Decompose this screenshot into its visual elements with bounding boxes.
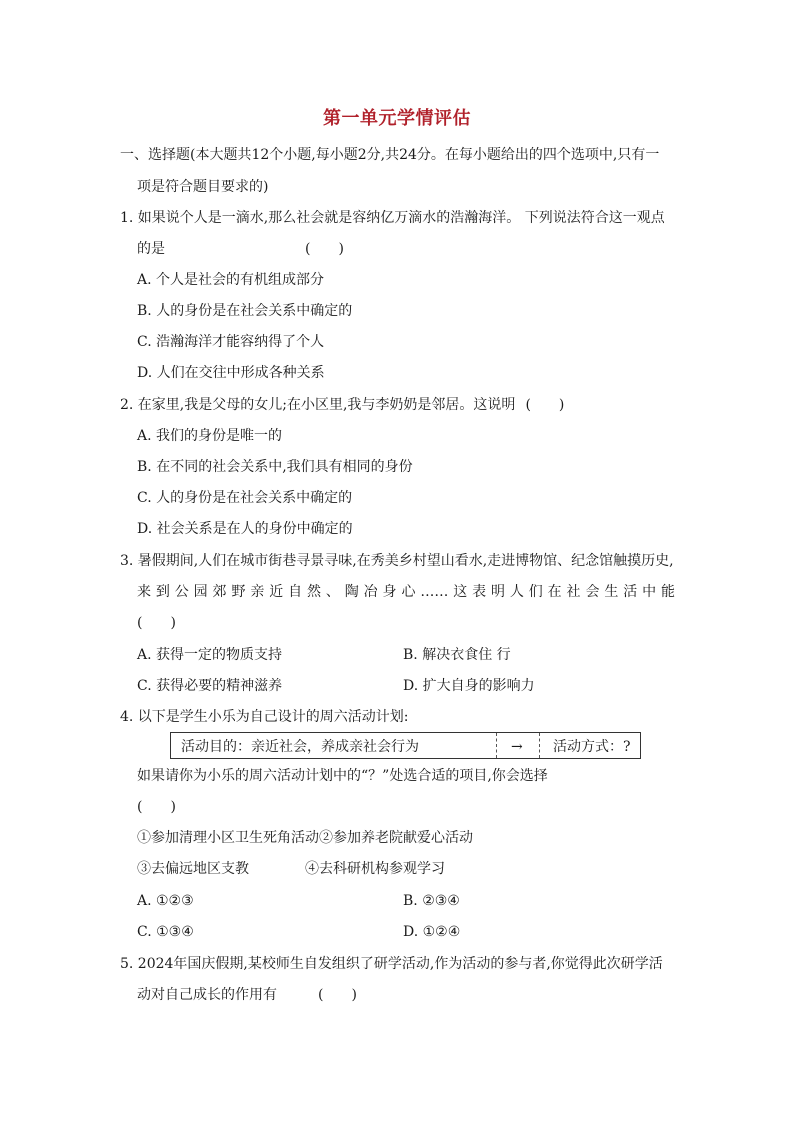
q4-item-3: ③去偏远地区支教	[137, 861, 249, 877]
q1-stem-line2	[137, 239, 165, 259]
q3-option-a: A. 获得一定的物质支持	[137, 647, 283, 663]
q1-option-b: B. 人的身份是在社会关系中确定的	[137, 303, 353, 319]
plan-divider-left	[496, 733, 497, 758]
q1-option-a: A. 个人是社会的有机组成部分	[137, 272, 325, 288]
q2-option-b: B. 在不同的社会关系中,我们具有相同的身份	[137, 459, 413, 475]
plan-arrow-icon: →	[511, 739, 523, 755]
q3-stem-line2: 来到公园郊野亲近自然、陶冶身心……这表明人们在社会生活中能	[137, 584, 675, 600]
plan-goal: 活动目的：亲近社会，养成亲社会行为	[181, 739, 419, 755]
q4-items-line1: ①参加清理小区卫生死角活动②参加养老院献爱心活动	[137, 830, 473, 846]
section-heading-line2: 项是符合题目要求的)	[137, 179, 269, 195]
q3-option-b: B. 解决衣食住 行	[403, 647, 511, 663]
q3-option-c: C. 获得必要的精神滋养	[137, 678, 283, 694]
q1-option-c: C. 浩瀚海洋才能容纳得了个人	[137, 334, 325, 350]
plan-divider-right	[539, 733, 540, 758]
q3-answer-paren: ( )	[137, 615, 176, 631]
q2-answer-paren: ( )	[525, 397, 565, 413]
q3-option-d: D. 扩大自身的影响力	[403, 678, 535, 694]
q4-option-d: D. ①②④	[403, 924, 461, 940]
q1-stem-line1: 1. 如果说个人是一滴水,那么社会就是容纳亿万滴水的浩瀚海洋。 下列说法符合这一观点	[120, 210, 665, 226]
q5-answer-paren: ( )	[318, 987, 357, 1003]
q4-answer-paren: ( )	[137, 799, 176, 815]
q4-option-b: B. ②③④	[403, 893, 460, 909]
q5-stem-text: 动对自己成长的作用有	[137, 987, 277, 1003]
q1-stem-text: 的是	[137, 241, 165, 257]
q5-stem-line1: 5. 2024年国庆假期,某校师生自发组织了研学活动,作为活动的参与者,你觉得此次研学活	[120, 956, 663, 972]
q2-option-c: C. 人的身份是在社会关系中确定的	[137, 490, 353, 506]
q4-item-4: ④去科研机构参观学习	[305, 861, 445, 877]
q1-option-d: D. 人们在交往中形成各种关系	[137, 365, 325, 381]
q2-stem-text: 2. 在家里,我是父母的女儿;在小区里,我与李奶奶是邻居。这说明	[120, 397, 516, 413]
q4-stem-line2: 如果请你为小乐的周六活动计划中的“？”处选合适的项目,你会选择	[137, 768, 548, 784]
q1-answer-paren: ( )	[305, 241, 344, 257]
q5-stem-line2	[137, 985, 277, 1005]
q4-stem-line1: 4. 以下是学生小乐为自己设计的周六活动计划:	[120, 709, 409, 725]
q4-option-c: C. ①③④	[137, 924, 194, 940]
q3-stem-line1: 3. 暑假期间,人们在城市街巷寻景寻味,在秀美乡村望山看水,走进博物馆、纪念馆触摸历史,	[120, 553, 674, 569]
page-title: 第一单元学情评估	[323, 108, 471, 129]
q2-option-a: A. 我们的身份是唯一的	[137, 428, 283, 444]
q2-option-d: D. 社会关系是在人的身份中确定的	[137, 521, 353, 537]
section-heading-line1: 一、选择题(本大题共12个小题,每小题2分,共24分。在每小题给出的四个选项中,只有一	[120, 147, 660, 163]
q2-stem-line1	[120, 395, 564, 415]
q4-option-a: A. ①②③	[137, 893, 194, 909]
activity-plan-box	[170, 732, 641, 759]
plan-method: 活动方式：?	[553, 739, 631, 755]
